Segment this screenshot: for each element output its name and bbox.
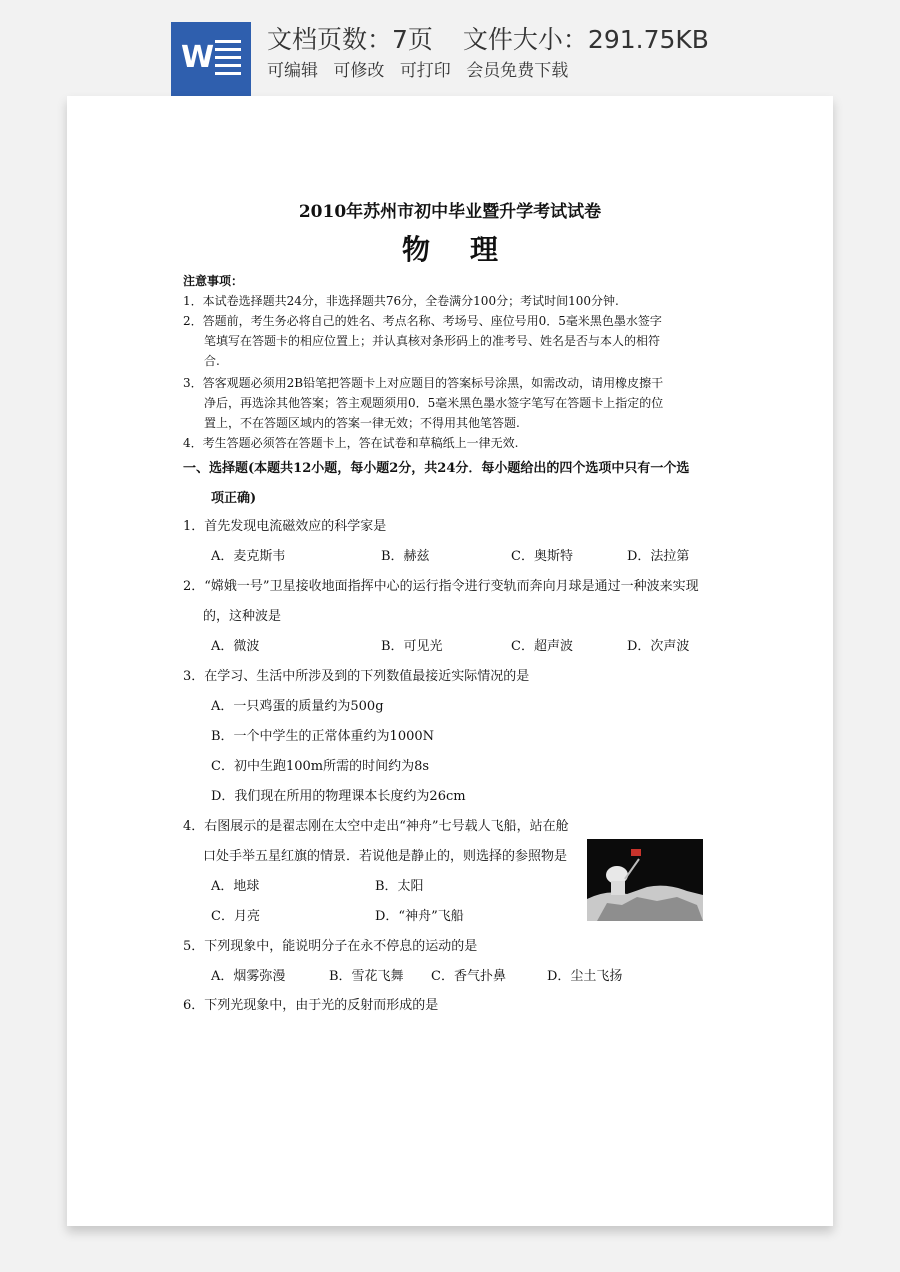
- question-1-stem: 1．首先发现电流磁效应的科学家是: [183, 519, 387, 534]
- notice-line: 4．考生答题必须答在答题卡上，答在试卷和草稿纸上一律无效.: [183, 436, 519, 450]
- q5-option-c: C．香气扑鼻: [431, 969, 506, 984]
- question-2-stem-cont: 的，这种波是: [203, 609, 282, 624]
- notice-line: 合.: [204, 354, 220, 368]
- q2-option-a: A．微波: [211, 639, 260, 654]
- notice-title: 注意事项：: [183, 274, 244, 288]
- q4-option-a: A．地球: [211, 879, 260, 894]
- question-4-stem: 4．右图展示的是翟志刚在太空中走出“神舟”七号载人飞船，站在舱: [183, 819, 569, 834]
- q4-option-b: B．太阳: [375, 879, 424, 894]
- section-heading-cont: 项正确): [211, 491, 257, 506]
- question-6-stem: 6．下列光现象中，由于光的反射而形成的是: [183, 998, 439, 1013]
- q1-option-a: A．麦克斯韦: [211, 549, 286, 564]
- q4-option-c: C．月亮: [211, 909, 260, 924]
- exam-title: 2010年苏州市初中毕业暨升学考试试卷: [298, 202, 602, 222]
- q3-option-d: D．我们现在所用的物理课本长度约为26cm: [211, 789, 466, 804]
- q3-option-c: C．初中生跑100m所需的时间约为8s: [211, 759, 430, 774]
- doc-info: [267, 20, 709, 56]
- question-2-stem: 2．“嫦娥一号”卫星接收地面指挥中心的运行指令进行变轨而奔向月球是通过一种波来实现: [183, 579, 699, 594]
- section-heading: 一、选择题(本题共12小题，每小题2分，共24分．每小题给出的四个选项中只有一个选: [183, 461, 690, 476]
- notice-line: 2．答题前，考生务必将自己的姓名、考点名称、考场号、座位号用0．5毫米黑色墨水签字: [183, 314, 662, 328]
- q5-option-d: D．尘土飞扬: [547, 969, 623, 984]
- notice-line: 笔填写在答题卡的相应位置上；并认真核对条形码上的准考号、姓名是否与本人的相符: [204, 334, 661, 348]
- q2-option-c: C．超声波: [511, 639, 573, 654]
- page-count: 文档页数：7页: [267, 25, 433, 54]
- feature-editable: 可编辑: [267, 61, 318, 81]
- question-5-stem: 5．下列现象中，能说明分子在永不停息的运动的是: [183, 939, 478, 954]
- q3-option-a: A．一只鸡蛋的质量约为500g: [211, 699, 384, 714]
- q1-option-d: D．法拉第: [627, 549, 690, 564]
- q1-option-b: B．赫兹: [381, 549, 430, 564]
- spacewalk-photo: [587, 839, 703, 921]
- q4-option-d: D．“神舟”飞船: [375, 909, 464, 924]
- q2-option-b: B．可见光: [381, 639, 443, 654]
- notice-line: 3．答客观题必须用2B铅笔把答题卡上对应题目的答案标号涂黑，如需改动，请用橡皮擦干: [183, 376, 664, 390]
- question-3-stem: 3．在学习、生活中所涉及到的下列数值最接近实际情况的是: [183, 669, 530, 684]
- q2-option-d: D．次声波: [627, 639, 690, 654]
- exam-subject: 物理: [401, 233, 538, 266]
- question-4-stem-cont: 口处手举五星红旗的情景．若说他是静止的，则选择的参照物是: [203, 849, 568, 864]
- notice-line: 净后，再选涂其他答案；答主观题须用0．5毫米黑色墨水签字笔写在答题卡上指定的位: [204, 396, 664, 410]
- document-page: [67, 96, 833, 1226]
- feature-member-download: 会员免费下载: [466, 61, 569, 81]
- q5-option-b: B．雪花飞舞: [329, 969, 404, 984]
- word-document-icon: W: [171, 22, 251, 96]
- q5-option-a: A．烟雾弥漫: [211, 969, 286, 984]
- download-header: [0, 0, 900, 96]
- q1-option-c: C．奥斯特: [511, 549, 573, 564]
- q3-option-b: B．一个中学生的正常体重约为1000N: [211, 729, 435, 744]
- notice-line: 1．本试卷选择题共24分，非选择题共76分，全卷满分100分；考试时间100分钟.: [183, 294, 619, 308]
- feature-modifiable: 可修改: [333, 61, 385, 81]
- notice-line: 置上，不在答题区域内的答案一律无效；不得用其他笔答题.: [204, 416, 520, 430]
- feature-printable: 可打印: [399, 61, 451, 81]
- file-size: 文件大小：291.75KB: [462, 25, 709, 54]
- spacewalk-illustration: [587, 839, 703, 921]
- feature-list: [267, 56, 578, 81]
